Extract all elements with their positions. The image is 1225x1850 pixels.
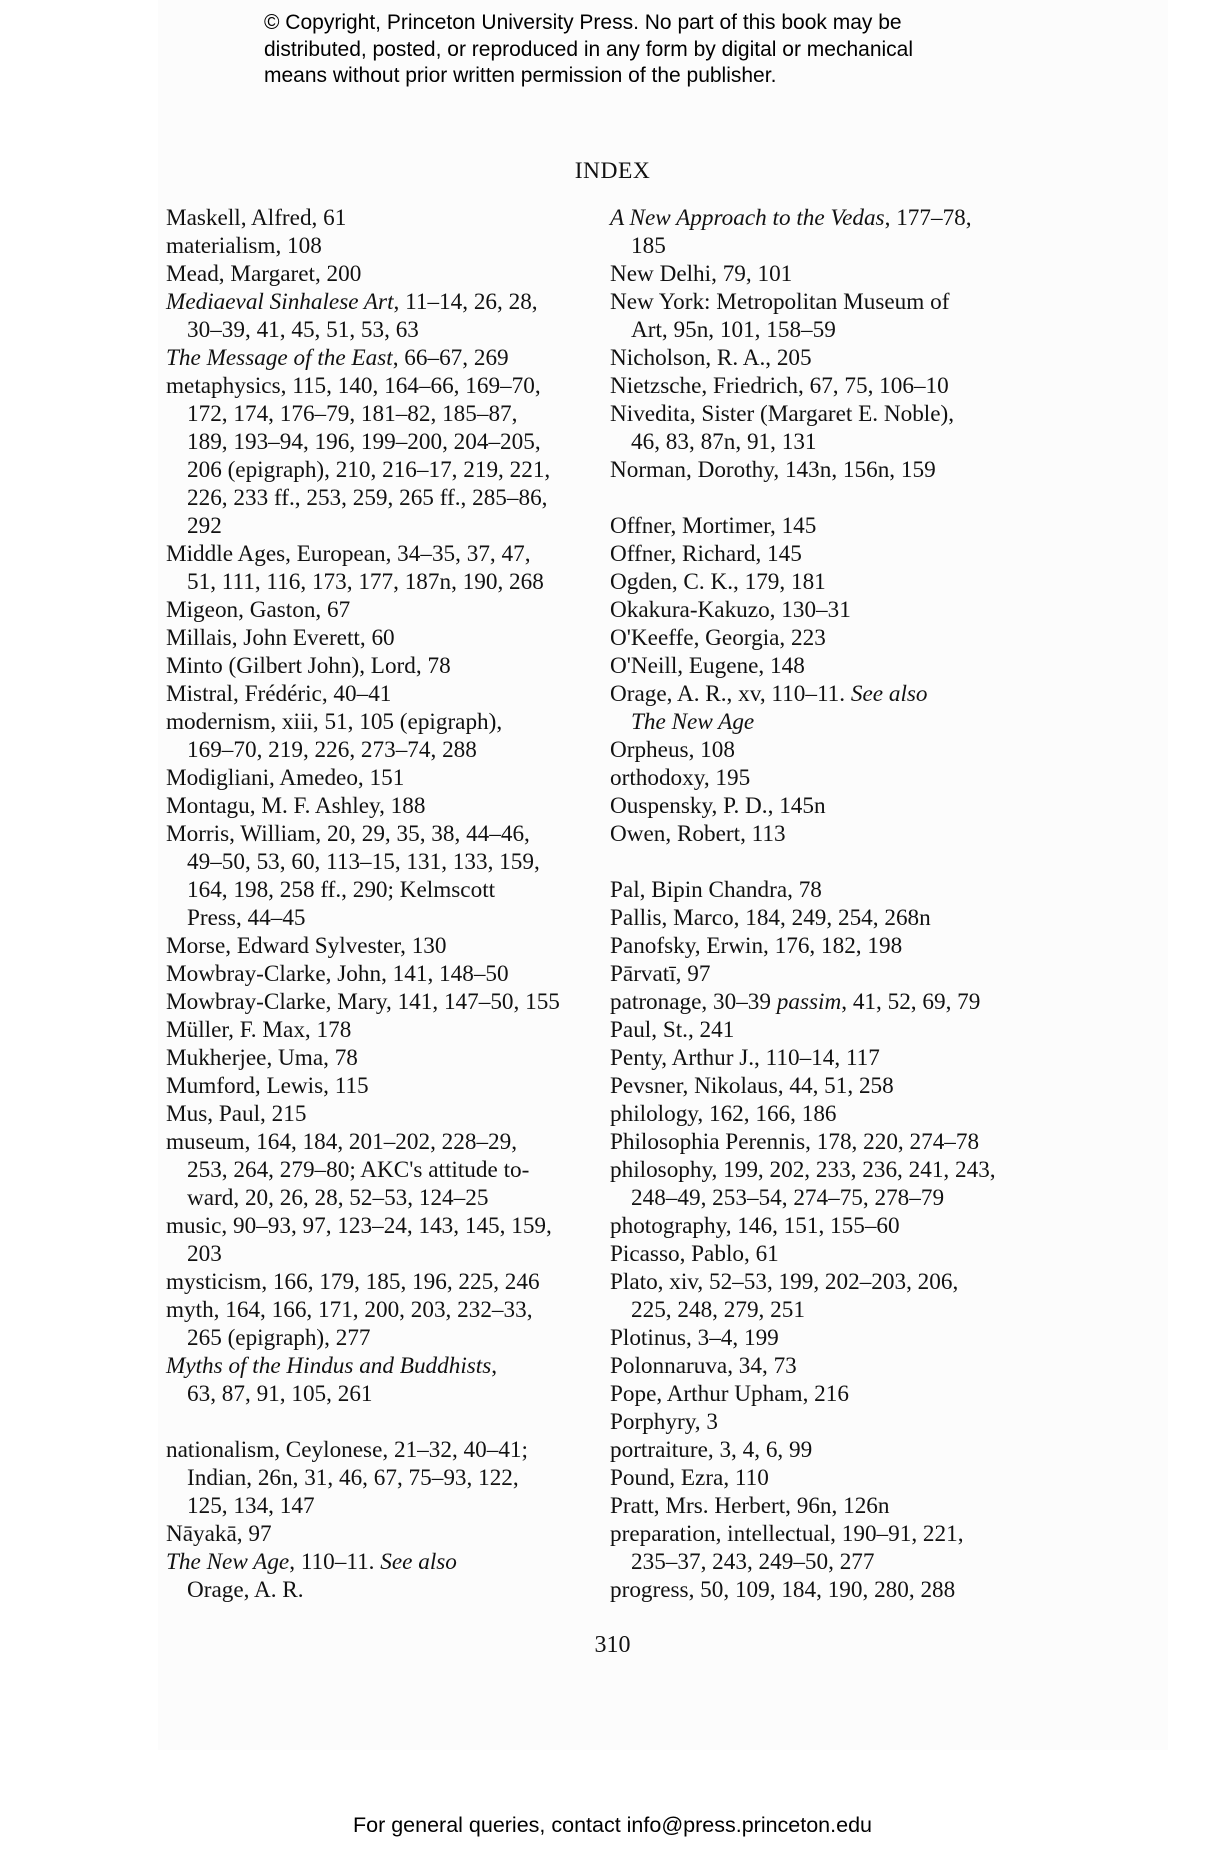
index-entry	[610, 820, 1030, 848]
index-entry-line: New Delhi, 79, 101	[610, 261, 793, 287]
index-entry-continuation: 49–50, 53, 60, 113–15, 131, 133, 159,	[187, 849, 540, 875]
index-entry-line: Penty, Arthur J., 110–14, 117	[610, 1045, 880, 1071]
page-title: INDEX	[574, 158, 651, 184]
index-entry-continuation: 292	[187, 513, 222, 539]
index-entry	[166, 260, 576, 288]
index-entry-continuation: Art, 95n, 101, 158–59	[631, 317, 836, 343]
index-entry	[610, 1212, 1030, 1240]
index-entry-continuation: 185	[631, 233, 666, 259]
index-entry-line: metaphysics, 115, 140, 164–66, 169–70,	[166, 373, 541, 399]
index-entry-continuation: Press, 44–45	[187, 905, 306, 931]
index-entry-continuation: 172, 174, 176–79, 181–82, 185–87,	[187, 401, 518, 427]
index-entry	[166, 596, 576, 624]
index-entry-line: Pound, Ezra, 110	[610, 1465, 769, 1491]
index-entry-line: Okakura-Kakuzo, 130–31	[610, 597, 851, 623]
index-entry	[610, 1128, 1030, 1156]
index-entry-line: Maskell, Alfred, 61	[166, 205, 347, 231]
index-entry	[610, 1408, 1030, 1436]
index-entry	[610, 1380, 1030, 1408]
index-entry	[610, 988, 1030, 1016]
index-entry-line: music, 90–93, 97, 123–24, 143, 145, 159,	[166, 1213, 552, 1239]
index-entry	[166, 764, 576, 792]
index-entry-line: Mead, Margaret, 200	[166, 261, 362, 287]
index-entry-line: Middle Ages, European, 34–35, 37, 47,	[166, 541, 531, 567]
index-entry	[166, 288, 576, 344]
index-entry-line: Paul, St., 241	[610, 1017, 735, 1043]
index-entry-line: orthodoxy, 195	[610, 765, 751, 791]
index-entry-continuation: ward, 20, 26, 28, 52–53, 124–25	[187, 1185, 489, 1211]
index-entry-line: Ouspensky, P. D., 145n	[610, 793, 826, 819]
index-entry	[610, 596, 1030, 624]
index-entry-line: Morris, William, 20, 29, 35, 38, 44–46,	[166, 821, 530, 847]
index-entry-line: Nietzsche, Friedrich, 67, 75, 106–10	[610, 373, 949, 399]
index-entry-line: Nicholson, R. A., 205	[610, 345, 812, 371]
index-entry	[166, 232, 576, 260]
index-entry-line: patronage, 30–39 passim, 41, 52, 69, 79	[610, 989, 981, 1015]
index-entry	[166, 680, 576, 708]
index-entry	[166, 988, 576, 1016]
index-entry-line: Pope, Arthur Upham, 216	[610, 1381, 849, 1407]
index-entry	[166, 1548, 576, 1604]
index-entry-line: portraiture, 3, 4, 6, 99	[610, 1437, 813, 1463]
index-entry-line: mysticism, 166, 179, 185, 196, 225, 246	[166, 1269, 540, 1295]
index-entry-continuation: 125, 134, 147	[187, 1493, 315, 1519]
index-entry-line: New York: Metropolitan Museum of	[610, 289, 950, 315]
index-entry-line: preparation, intellectual, 190–91, 221,	[610, 1521, 964, 1547]
index-entry	[166, 1436, 576, 1520]
index-entry-line: Modigliani, Amedeo, 151	[166, 765, 405, 791]
index-entry	[610, 1324, 1030, 1352]
index-entry-line: A New Approach to the Vedas, 177–78,	[610, 205, 972, 231]
index-entry	[166, 708, 576, 764]
index-entry-line: Pevsner, Nikolaus, 44, 51, 258	[610, 1073, 894, 1099]
index-entry-line: myth, 164, 166, 171, 200, 203, 232–33,	[166, 1297, 533, 1323]
index-entry-line: The Message of the East, 66–67, 269	[166, 345, 509, 371]
index-entry	[610, 1520, 1030, 1576]
index-entry-line: Pārvatī, 97	[610, 961, 711, 987]
index-entry	[166, 1520, 576, 1548]
index-entry-continuation: 46, 83, 87n, 91, 131	[631, 429, 817, 455]
index-entry	[610, 624, 1030, 652]
index-entry	[610, 1436, 1030, 1464]
index-entry-line: Owen, Robert, 113	[610, 821, 786, 847]
index-entry	[166, 344, 576, 372]
index-entry-continuation: 248–49, 253–54, 274–75, 278–79	[631, 1185, 945, 1211]
index-entry	[166, 1044, 576, 1072]
index-entry	[610, 1464, 1030, 1492]
index-entry-continuation: 30–39, 41, 45, 51, 53, 63	[187, 317, 419, 343]
index-entry	[610, 680, 1030, 736]
index-entry	[610, 1576, 1030, 1604]
copyright-line: distributed, posted, or reproduced in any form by digital or mechanical	[264, 37, 914, 61]
index-entry-line: The New Age, 110–11. See also	[166, 1549, 457, 1575]
index-entry	[610, 1240, 1030, 1268]
index-entry-line: Plotinus, 3–4, 199	[610, 1325, 779, 1351]
index-entry	[166, 540, 576, 596]
index-entry	[610, 400, 1030, 456]
index-entry	[610, 960, 1030, 988]
index-entry-line: Polonnaruva, 34, 73	[610, 1353, 797, 1379]
index-entry-continuation: 253, 264, 279–80; AKC's attitude to-	[187, 1157, 530, 1183]
index-entry-line: Morse, Edward Sylvester, 130	[166, 933, 447, 959]
index-entry-line: Plato, xiv, 52–53, 199, 202–203, 206,	[610, 1269, 959, 1295]
index-entry	[166, 1100, 576, 1128]
index-entry-line: Picasso, Pablo, 61	[610, 1241, 779, 1267]
copyright-notice	[264, 10, 1024, 90]
index-entry-line: museum, 164, 184, 201–202, 228–29,	[166, 1129, 518, 1155]
index-entry-continuation: 164, 198, 258 ff., 290; Kelmscott	[187, 877, 496, 903]
index-entry	[610, 1072, 1030, 1100]
index-entry	[166, 372, 576, 540]
index-entry	[610, 1016, 1030, 1044]
index-entry-continuation: 225, 248, 279, 251	[631, 1297, 805, 1323]
index-entry-continuation: 206 (epigraph), 210, 216–17, 219, 221,	[187, 457, 551, 483]
index-entry	[610, 764, 1030, 792]
index-entry	[610, 288, 1030, 344]
index-entry	[610, 652, 1030, 680]
index-entry-line: Orpheus, 108	[610, 737, 735, 763]
index-entry-line: Minto (Gilbert John), Lord, 78	[166, 653, 451, 679]
index-entry-line: photography, 146, 151, 155–60	[610, 1213, 900, 1239]
page-number: 310	[594, 1632, 631, 1658]
index-entry-line: Orage, A. R., xv, 110–11. See also	[610, 681, 928, 707]
index-entry-continuation: 169–70, 219, 226, 273–74, 288	[187, 737, 477, 763]
index-entry	[610, 876, 1030, 904]
index-entry-line: O'Neill, Eugene, 148	[610, 653, 805, 679]
index-entry	[610, 932, 1030, 960]
index-entry	[166, 1072, 576, 1100]
index-entry-line: Porphyry, 3	[610, 1409, 718, 1435]
index-entry	[610, 512, 1030, 540]
letter-group-gap	[166, 1408, 576, 1436]
index-entry-line: Offner, Mortimer, 145	[610, 513, 817, 539]
index-entry-line: Müller, F. Max, 178	[166, 1017, 352, 1043]
index-entry-continuation: 203	[187, 1241, 222, 1267]
index-entry-line: Millais, John Everett, 60	[166, 625, 395, 651]
index-entry-continuation: Indian, 26n, 31, 46, 67, 75–93, 122,	[187, 1465, 519, 1491]
index-entry	[610, 1044, 1030, 1072]
index-entry-line: Migeon, Gaston, 67	[166, 597, 351, 623]
index-entry-line: Nivedita, Sister (Margaret E. Noble),	[610, 401, 955, 427]
index-entry-line: Panofsky, Erwin, 176, 182, 198	[610, 933, 903, 959]
index-entry-continuation: 51, 111, 116, 173, 177, 187n, 190, 268	[187, 569, 544, 595]
index-entry	[166, 792, 576, 820]
index-entry-line: progress, 50, 109, 184, 190, 280, 288	[610, 1577, 956, 1603]
index-entry-line: nationalism, Ceylonese, 21–32, 40–41;	[166, 1437, 528, 1463]
letter-group-gap	[610, 848, 1030, 876]
index-entry	[610, 1100, 1030, 1128]
index-entry-line: Mowbray-Clarke, John, 141, 148–50	[166, 961, 509, 987]
index-entry-continuation: 63, 87, 91, 105, 261	[187, 1381, 373, 1407]
index-entry-line: philosophy, 199, 202, 233, 236, 241, 243,	[610, 1157, 996, 1183]
index-entry	[610, 1492, 1030, 1520]
index-entry	[166, 960, 576, 988]
index-entry-line: materialism, 108	[166, 233, 322, 259]
index-entry-line: modernism, xiii, 51, 105 (epigraph),	[166, 709, 503, 735]
index-entry-line: Myths of the Hindus and Buddhists,	[166, 1353, 498, 1379]
index-entry-line: Ogden, C. K., 179, 181	[610, 569, 826, 595]
copyright-line: © Copyright, Princeton University Press. No part of this book may be	[264, 11, 902, 34]
index-entry-line: Mus, Paul, 215	[166, 1101, 307, 1127]
footer-contact: For general queries, contact info@press.princeton.edu	[352, 1813, 872, 1837]
index-entry-line: Mediaeval Sinhalese Art, 11–14, 26, 28,	[166, 289, 538, 315]
index-entry	[166, 652, 576, 680]
index-entry	[166, 820, 576, 932]
index-entry-line: O'Keeffe, Georgia, 223	[610, 625, 826, 651]
index-entry	[610, 568, 1030, 596]
index-entry	[166, 204, 576, 232]
index-entry	[610, 260, 1030, 288]
index-left-column	[166, 204, 576, 1604]
index-entry-line: Pal, Bipin Chandra, 78	[610, 877, 822, 903]
index-entry	[610, 792, 1030, 820]
copyright-line: means without prior written permission of the publisher.	[264, 64, 777, 87]
index-entry-line: Offner, Richard, 145	[610, 541, 802, 567]
index-entry-continuation: The New Age	[631, 709, 755, 735]
index-entry-continuation: 265 (epigraph), 277	[187, 1325, 371, 1351]
index-entry-line: Pratt, Mrs. Herbert, 96n, 126n	[610, 1493, 890, 1519]
index-entry	[166, 1016, 576, 1044]
index-entry	[610, 372, 1030, 400]
index-entry-continuation: 189, 193–94, 196, 199–200, 204–205,	[187, 429, 541, 455]
index-right-column	[610, 204, 1030, 1604]
index-entry-line: Nāyakā, 97	[166, 1521, 272, 1547]
index-entry	[610, 540, 1030, 568]
index-entry-line: Mumford, Lewis, 115	[166, 1073, 369, 1099]
index-entry	[166, 1352, 576, 1408]
index-entry	[166, 624, 576, 652]
index-entry	[610, 1268, 1030, 1324]
index-entry-line: Montagu, M. F. Ashley, 188	[166, 793, 426, 819]
index-entry	[166, 932, 576, 960]
index-entry	[610, 456, 1030, 484]
index-entry	[610, 1156, 1030, 1212]
index-entry	[610, 204, 1030, 260]
index-entry	[610, 344, 1030, 372]
index-entry	[610, 904, 1030, 932]
index-entry-continuation: 226, 233 ff., 253, 259, 265 ff., 285–86,	[187, 485, 548, 511]
index-entry-line: Mowbray-Clarke, Mary, 141, 147–50, 155	[166, 989, 560, 1015]
letter-group-gap	[610, 484, 1030, 512]
index-entry-continuation: Orage, A. R.	[187, 1577, 304, 1603]
index-entry	[610, 1352, 1030, 1380]
index-entry-continuation: 235–37, 243, 249–50, 277	[631, 1549, 875, 1575]
index-entry	[166, 1296, 576, 1352]
index-entry	[166, 1268, 576, 1296]
index-entry	[166, 1212, 576, 1268]
index-entry-line: Mistral, Frédéric, 40–41	[166, 681, 392, 707]
index-entry-line: Norman, Dorothy, 143n, 156n, 159	[610, 457, 936, 483]
index-entry-line: Philosophia Perennis, 178, 220, 274–78	[610, 1129, 980, 1155]
index-entry-line: philology, 162, 166, 186	[610, 1101, 837, 1127]
index-entry	[166, 1128, 576, 1212]
index-entry-line: Pallis, Marco, 184, 249, 254, 268n	[610, 905, 931, 931]
index-entry-line: Mukherjee, Uma, 78	[166, 1045, 358, 1071]
index-entry	[610, 736, 1030, 764]
